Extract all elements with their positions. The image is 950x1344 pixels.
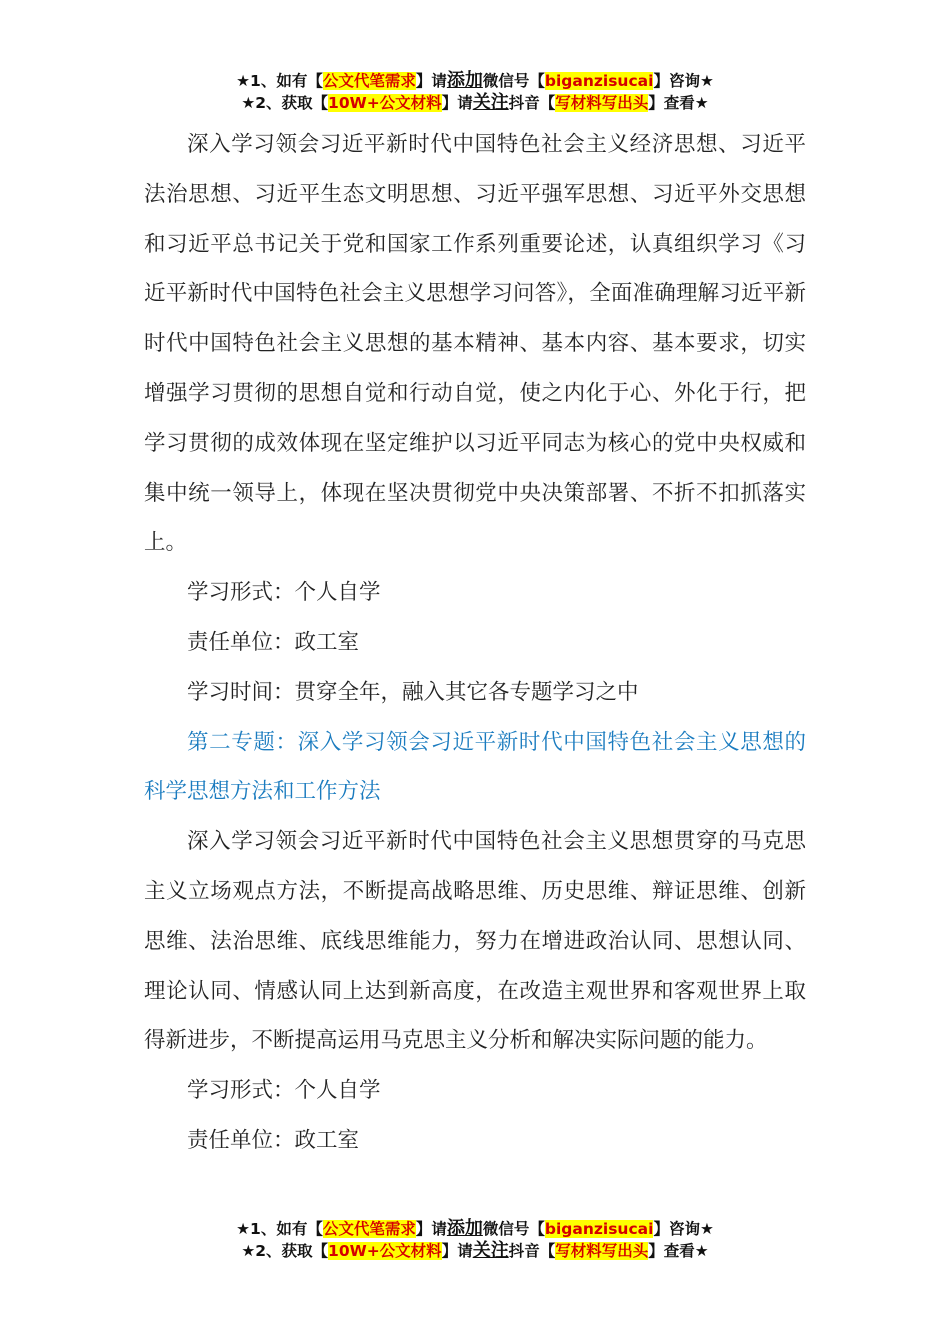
banner-highlight: 10W+公文材料: [328, 1242, 442, 1260]
banner-text: 】查看★: [648, 94, 709, 112]
paragraph-study-content-2: 深入学习领会习近平新时代中国特色社会主义思想贯穿的马克思主义立场观点方法，不断提高战略思维、历史思维、辩证思维、创新思维、法治思维、底线思维能力，努力在增进政治认同、思想认同、理论认同、情感认同上达到新高度，在改造主观世界和客观世界上取得新进步，不断提高运用马克思主义分析和解决实际问题的能力。: [144, 829, 806, 1054]
bottom-banner: [0, 1218, 950, 1262]
banner-emphasis: 添加: [446, 70, 483, 91]
document-body: [144, 120, 806, 1166]
banner-highlight: 写材料写出头: [555, 1242, 649, 1260]
study-form-2: 学习形式：个人自学: [187, 1078, 381, 1104]
banner-text: 】请: [415, 1220, 447, 1238]
banner-text: 】请: [441, 1242, 473, 1260]
banner-text: ★1、如有【: [236, 1220, 323, 1238]
banner-line-1: [0, 1218, 950, 1240]
banner-text: 抖音【: [508, 94, 556, 112]
banner-text: 微信号【: [482, 72, 545, 90]
banner-emphasis: 添加: [446, 1218, 483, 1239]
banner-text: 】查看★: [648, 1242, 709, 1260]
banner-line-1: [0, 70, 950, 92]
banner-highlight: 写材料写出头: [555, 94, 649, 112]
banner-highlight: 公文代笔需求: [322, 72, 416, 90]
paragraph-study-content-1: 深入学习领会习近平新时代中国特色社会主义经济思想、习近平法治思想、习近平生态文明思想、习近平强军思想、习近平外交思想和习近平总书记关于党和国家工作系列重要论述，认真组织学习《习近平新时代中国特色社会主义思想学习问答》，全面准确理解习近平新时代中国特色社会主义思想的基本精神、基本内容、基本要求，切实增强学习贯彻的思想自觉和行动自觉，使之内化于心、外化于行，把学习贯彻的成效体现在坚定维护以习近平同志为核心的党中央权威和集中统一领导上，体现在坚决贯彻党中央决策部署、不折不扣抓落实上。: [144, 132, 806, 556]
banner-text: 微信号【: [482, 1220, 545, 1238]
banner-highlight: biganzisucai: [544, 1220, 654, 1238]
banner-emphasis: 关注: [472, 92, 509, 113]
responsible-unit-2: 责任单位：政工室: [187, 1127, 360, 1153]
banner-text: 】咨询★: [653, 72, 714, 90]
banner-text: 抖音【: [508, 1242, 556, 1260]
banner-line-2: [0, 1240, 950, 1262]
study-form-1: 学习形式：个人自学: [187, 580, 381, 606]
banner-highlight: 10W+公文材料: [328, 94, 442, 112]
top-banner: [0, 70, 950, 114]
banner-text: ★1、如有【: [236, 72, 323, 90]
banner-text: 】请: [415, 72, 447, 90]
study-time-1: 学习时间：贯穿全年，融入其它各专题学习之中: [187, 679, 639, 705]
banner-highlight: 公文代笔需求: [322, 1220, 416, 1238]
responsible-unit-1: 责任单位：政工室: [187, 629, 360, 655]
banner-line-2: [0, 92, 950, 114]
banner-emphasis: 关注: [472, 1240, 509, 1261]
banner-text: 】咨询★: [653, 1220, 714, 1238]
banner-highlight: biganzisucai: [544, 72, 654, 90]
banner-text: ★2、获取【: [241, 1242, 329, 1260]
section-heading-2: 第二专题：深入学习领会习近平新时代中国特色社会主义思想的科学思想方法和工作方法: [144, 729, 806, 805]
banner-text: 】请: [441, 94, 473, 112]
banner-text: ★2、获取【: [241, 94, 329, 112]
